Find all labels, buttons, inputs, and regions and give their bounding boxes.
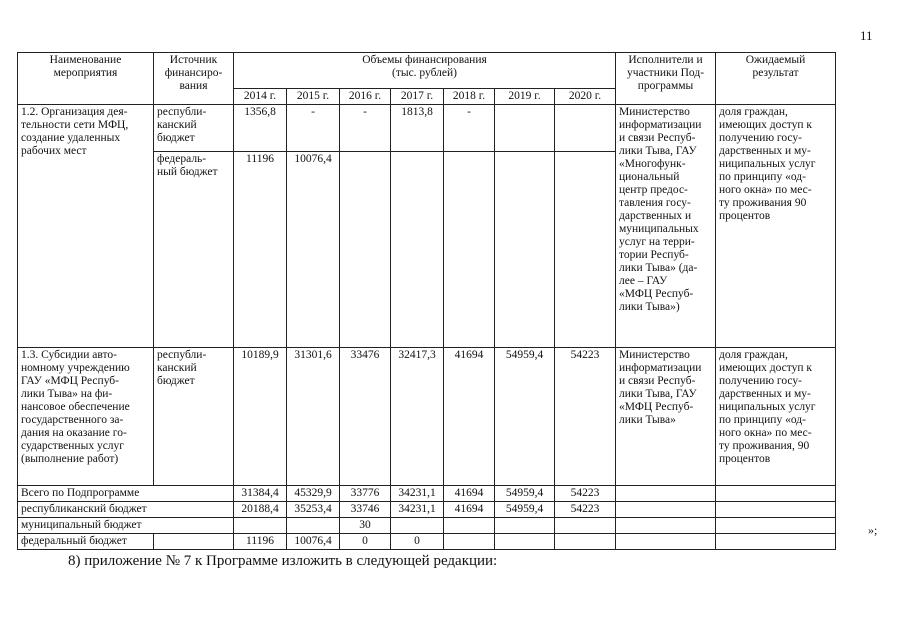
item13-executors: Министерство информатизации и связи Респуб- лики Тыва, ГАУ «МФЦ Респуб- лики Тыва» [616, 348, 716, 486]
header-executors: Исполнители и участники Под- программы [616, 53, 716, 105]
total-all-2014: 31384,4 [234, 486, 287, 502]
total-rep-2018: 41694 [444, 502, 495, 518]
item12-rep-2014: 1356,8 [234, 105, 287, 152]
total-fed-blank1 [616, 534, 716, 550]
total-mun-2014 [234, 518, 287, 534]
financing-table [17, 52, 836, 550]
item13-2016: 33476 [340, 348, 391, 486]
total-mun-blank1 [616, 518, 716, 534]
total-fed-blank0 [555, 534, 616, 550]
item12-source-federal: федераль- ный бюджет [154, 152, 234, 348]
item12-fed-2018 [444, 152, 495, 348]
header-year-2019: 2019 г. [495, 89, 555, 105]
total-mun-2016: 30 [340, 518, 391, 534]
total-all-2017: 34231,1 [391, 486, 444, 502]
item12-fed-2019 [495, 152, 555, 348]
item12-source-republican: республи- канский бюджет [154, 105, 234, 152]
header-year-2014: 2014 г. [234, 89, 287, 105]
total-rep-2020: 54223 [555, 502, 616, 518]
header-year-2020: 2020 г. [555, 89, 616, 105]
total-fed-2017: 0 [391, 534, 444, 550]
total-all-blank2 [716, 486, 836, 502]
total-rep-label: республиканский бюджет [18, 502, 234, 518]
total-rep-2014: 20188,4 [234, 502, 287, 518]
total-fed-2018 [444, 534, 495, 550]
item13-source: республи- канский бюджет [154, 348, 234, 486]
total-fed-2015: 10076,4 [287, 534, 340, 550]
item13-2015: 31301,6 [287, 348, 340, 486]
item13-2018: 41694 [444, 348, 495, 486]
item12-name: 1.2. Организация дея- тельности сети МФЦ, создание удаленных рабочих мест [18, 105, 154, 348]
amendment-note: 8) приложение № 7 к Программе изложить в следующей редакции: [68, 553, 498, 569]
item12-rep-2018: - [444, 105, 495, 152]
total-rep-2019: 54959,4 [495, 502, 555, 518]
total-rep-blank2 [716, 502, 836, 518]
item12-fed-2016 [340, 152, 391, 348]
total-all-2019: 54959,4 [495, 486, 555, 502]
header-year-2016: 2016 г. [340, 89, 391, 105]
total-mun-label: муниципальный бюджет [18, 518, 234, 534]
total-rep-2016: 33746 [340, 502, 391, 518]
header-year-2018: 2018 г. [444, 89, 495, 105]
item12-rep-2020 [555, 105, 616, 152]
total-fed-label: федеральный бюджет [18, 534, 154, 550]
total-rep-2015: 35253,4 [287, 502, 340, 518]
total-rep-2017: 34231,1 [391, 502, 444, 518]
item13-result: доля граждан, имеющих доступ к получению госу- дарственных и му- ниципальных услуг по принципу «од- ного окна» по мес- ту проживания, 90 процентов [716, 348, 836, 486]
item12-rep-2019 [495, 105, 555, 152]
item12-executors: Министерство информатизации и связи Респуб- лики Тыва, ГАУ «Многофунк- циональный центр предос- тавления госу- дарственных и муниципальных услуг на терри- тории Респуб- лики Тыва» (да- лее – ГАУ «МФЦ Респуб- лики Тыва») [616, 105, 716, 348]
total-fed-2014: 11196 [234, 534, 287, 550]
total-all-2018: 41694 [444, 486, 495, 502]
item12-fed-2015: 10076,4 [287, 152, 340, 348]
item12-fed-2020 [555, 152, 616, 348]
total-all-label: Всего по Подпрограмме [18, 486, 234, 502]
closing-quote: »; [868, 523, 878, 537]
header-volumes: Объемы финансирования (тыс. рублей) [234, 53, 616, 89]
total-fed-2019 [495, 534, 555, 550]
total-fed-2016: 0 [340, 534, 391, 550]
item12-rep-2016: - [340, 105, 391, 152]
item13-2014: 10189,9 [234, 348, 287, 486]
total-rep-blank1 [616, 502, 716, 518]
item12-rep-2017: 1813,8 [391, 105, 444, 152]
total-mun-2017 [391, 518, 444, 534]
total-mun-blank2 [716, 518, 836, 534]
total-fed-c1 [154, 534, 234, 550]
total-all-2015: 45329,9 [287, 486, 340, 502]
total-fed-blank2 [716, 534, 836, 550]
total-all-2016: 33776 [340, 486, 391, 502]
item13-2017: 32417,3 [391, 348, 444, 486]
item13-name: 1.3. Субсидии авто- номному учреждению ГАУ «МФЦ Респуб- лики Тыва» на фи- нансовое обеспечение государственного за- дания на оказание го- сударственных услуг (выполнение работ) [18, 348, 154, 486]
total-mun-2020 [555, 518, 616, 534]
total-mun-2015 [287, 518, 340, 534]
item12-fed-2017 [391, 152, 444, 348]
item12-result: доля граждан, имеющих доступ к получению госу- дарственных и му- ниципальных услуг по принципу «од- ного окна» по мес- ту проживания 90 процентов [716, 105, 836, 348]
header-year-2015: 2015 г. [287, 89, 340, 105]
total-mun-2019 [495, 518, 555, 534]
header-name: Наименование мероприятия [18, 53, 154, 105]
total-mun-2018 [444, 518, 495, 534]
total-all-2020: 54223 [555, 486, 616, 502]
item13-2019: 54959,4 [495, 348, 555, 486]
total-all-blank1 [616, 486, 716, 502]
item12-rep-2015: - [287, 105, 340, 152]
header-source: Источник финансиро- вания [154, 53, 234, 105]
header-year-2017: 2017 г. [391, 89, 444, 105]
page-number: 11 [860, 28, 873, 43]
item12-fed-2014: 11196 [234, 152, 287, 348]
item13-2020: 54223 [555, 348, 616, 486]
header-result: Ожидаемый результат [716, 53, 836, 105]
